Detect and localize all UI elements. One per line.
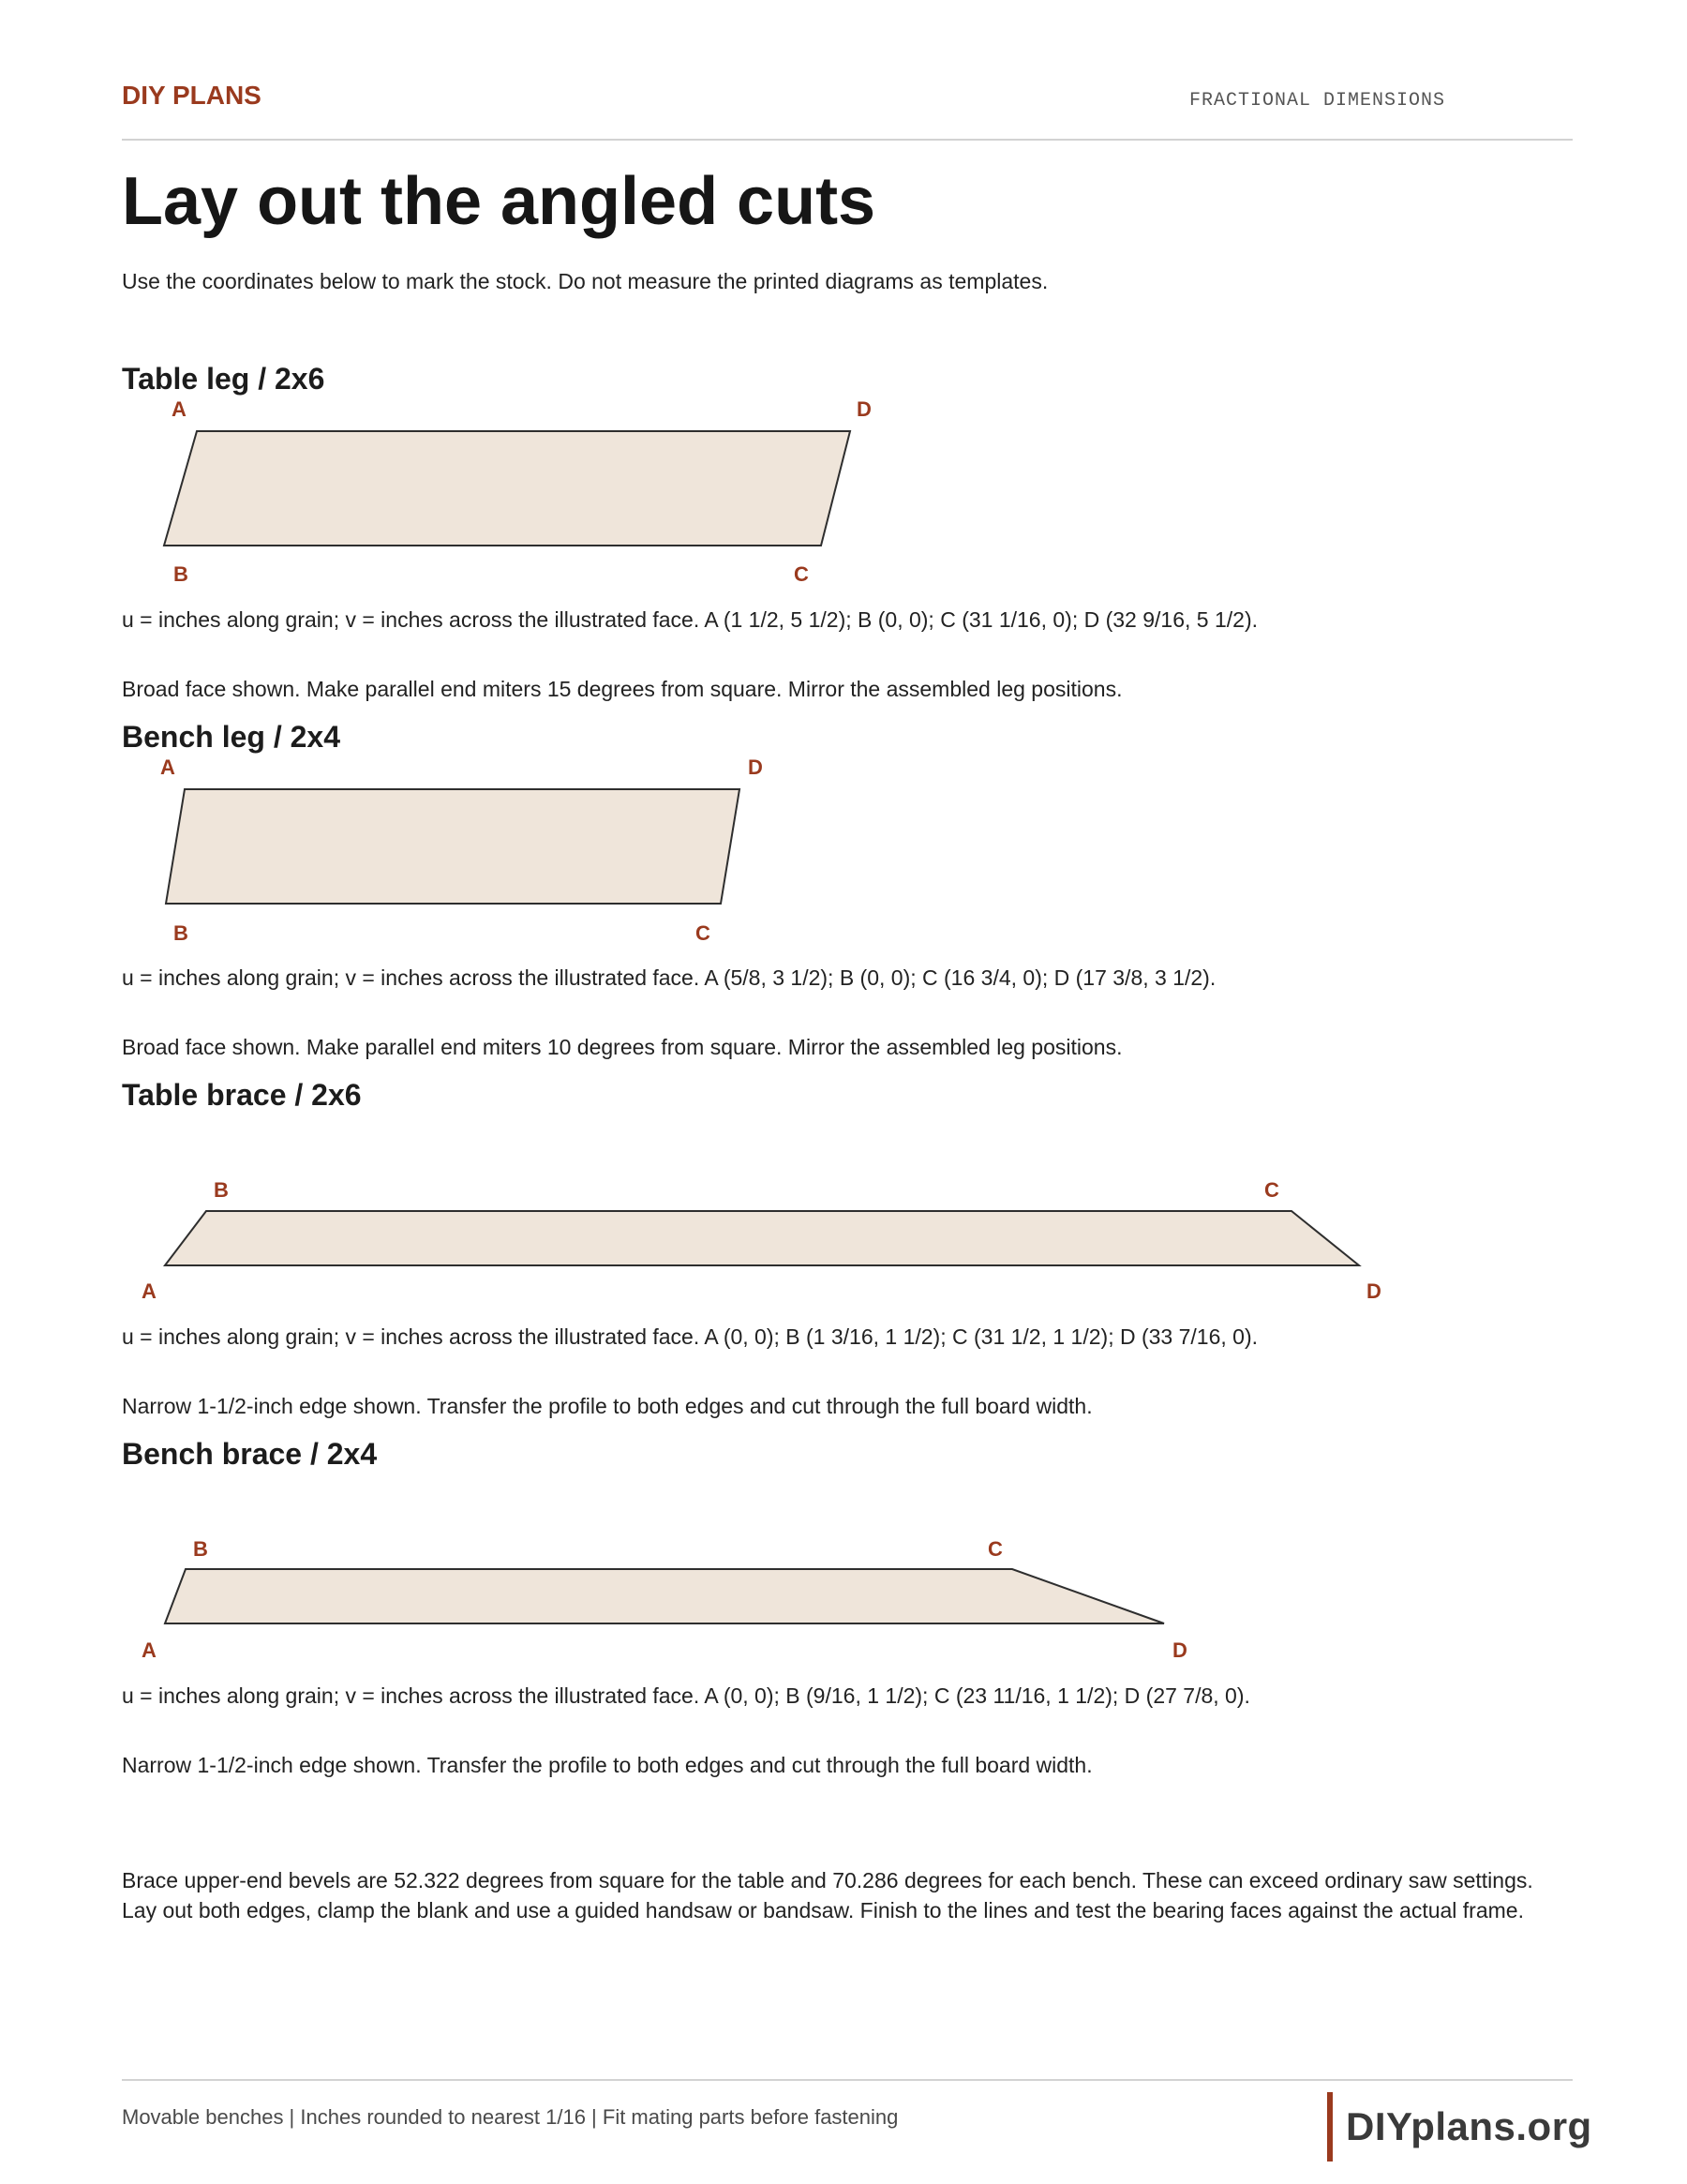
logo-accent-bar [1327,2092,1333,2162]
diagram-table-leg [0,394,1687,591]
part-stock: 2x4 [290,720,340,754]
diagram-table-brace [0,1162,1687,1312]
bench-brace-profile [165,1569,1164,1623]
part-title-table-brace: Table brace / 2x6 [122,1078,362,1112]
site-logo [1327,2092,1592,2162]
table-brace-profile [165,1211,1359,1265]
header-dimensions-label: FRACTIONAL DIMENSIONS [1188,90,1445,112]
footer-divider [122,2079,1573,2081]
point-label-b: B [173,562,188,586]
point-label-d: D [857,397,872,421]
part-title-bench-leg: Bench leg / 2x4 [122,720,340,754]
coords-bench-leg: u = inches along grain; v = inches across the illustrated face. A (5/8, 3 1/2); B (0, 0); C (16 3/4, 0); D (17 3/8, 3 1/2). [122,965,1217,990]
coords-table-brace: u = inches along grain; v = inches across the illustrated face. A (0, 0); B (1 3/16, 1 1/2); C (31 1/2, 1 1/2); D (33 7/16, 0). [122,1324,1258,1349]
part-title-table-leg: Table leg / 2x6 [122,362,325,396]
page-title: Lay out the angled cuts [122,164,876,239]
part-stock: 2x6 [311,1078,362,1112]
bench-leg-profile [166,789,739,904]
bevel-summary-paragraph: Brace upper-end bevels are 52.322 degrees from square for the table and 70.286 degrees for each bench. These can exceed ordinary saw settings. Lay out both edges, clamp the blank and use a guided handsaw or bandsaw. Finish to the lines and test the bearing faces against the actual frame. [122,1868,1533,1922]
diagram-bench-leg [0,750,1687,951]
header-divider [122,139,1573,141]
point-label-a: A [172,397,187,421]
point-label-d: D [1366,1279,1381,1303]
lead-paragraph: Use the coordinates below to mark the stock. Do not measure the printed diagrams as templates. [122,269,1049,293]
point-label-c: C [794,562,809,586]
logo-text: DIYplans.org [1346,2104,1592,2148]
part-title-bench-brace: Bench brace / 2x4 [122,1437,378,1471]
table-leg-profile [164,431,850,546]
point-label-c: C [695,921,710,945]
point-label-d: D [1172,1638,1187,1662]
brand-label: DIY PLANS [122,81,261,110]
point-label-d: D [748,755,763,779]
note-bench-leg: Broad face shown. Make parallel end miters 10 degrees from square. Mirror the assembled leg positions. [122,1035,1123,1059]
point-label-c: C [988,1537,1003,1561]
part-stock: 2x4 [326,1437,378,1471]
footer-text: Movable benches | Inches rounded to nearest 1/16 | Fit mating parts before fastening [122,2105,899,2129]
point-label-a: A [142,1279,157,1303]
note-bench-brace: Narrow 1-1/2-inch edge shown. Transfer the profile to both edges and cut through the full board width. [122,1753,1093,1777]
note-table-brace: Narrow 1-1/2-inch edge shown. Transfer the profile to both edges and cut through the full board width. [122,1394,1093,1418]
part-name: Bench brace [122,1437,303,1471]
point-label-a: A [142,1638,157,1662]
point-label-a: A [160,755,175,779]
coords-bench-brace: u = inches along grain; v = inches across the illustrated face. A (0, 0); B (9/16, 1 1/2); C (23 11/16, 1 1/2); D (27 7/8, 0). [122,1683,1250,1708]
point-label-b: B [193,1537,208,1561]
point-label-b: B [173,921,188,945]
part-name: Table brace [122,1078,287,1112]
part-stock: 2x6 [275,362,325,396]
diagram-bench-brace [0,1520,1687,1670]
part-name: Table leg [122,362,250,396]
note-table-leg: Broad face shown. Make parallel end miters 15 degrees from square. Mirror the assembled leg positions. [122,677,1123,701]
part-name: Bench leg [122,720,265,754]
point-label-b: B [214,1178,229,1202]
point-label-c: C [1264,1178,1279,1202]
coords-table-leg: u = inches along grain; v = inches across the illustrated face. A (1 1/2, 5 1/2); B (0, 0); C (31 1/16, 0); D (32 9/16, 5 1/2). [122,607,1258,632]
